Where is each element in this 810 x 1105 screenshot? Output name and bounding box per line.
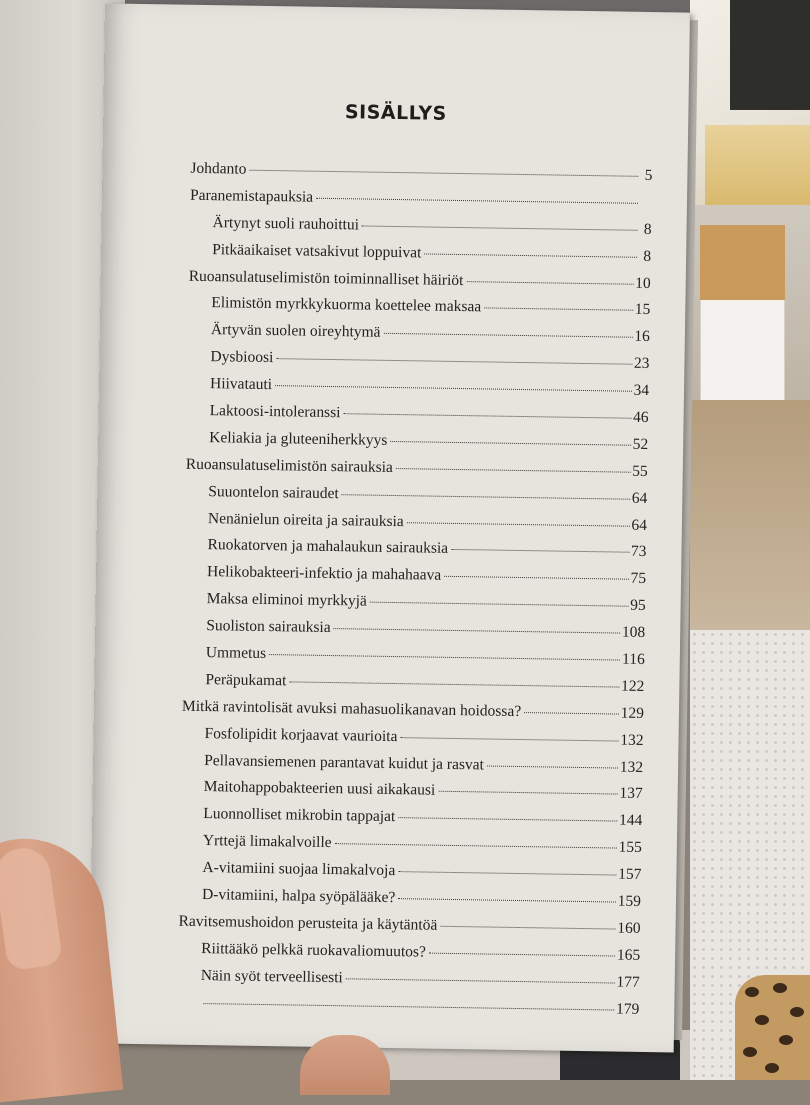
toc-page-number: 108: [622, 624, 646, 642]
toc-page-number: 73: [631, 543, 647, 561]
toc-entry-title: Suoliston sairauksia: [206, 617, 331, 637]
toc-page-number: 129: [621, 704, 645, 722]
toc-page-number: 55: [632, 463, 648, 481]
toc-page-number: 95: [630, 597, 646, 615]
toc-entry-title: Maksa eliminoi myrkkyjä: [207, 590, 367, 611]
toc-page-number: 64: [631, 516, 647, 534]
toc-leader-dots: [275, 385, 631, 392]
toc-page-number: 144: [619, 812, 643, 830]
toc-page-number: 34: [633, 382, 649, 400]
toc-page-number: 177: [616, 973, 640, 991]
toc-page-number: 155: [618, 839, 642, 857]
table-of-contents: [177, 160, 652, 1028]
background-leopard-fabric: [735, 975, 810, 1080]
toc-entry-title: A-vitamiini suojaa limakalvoja: [202, 859, 395, 880]
page-title: SISÄLLYS: [103, 97, 688, 128]
toc-page-number: 75: [630, 570, 646, 588]
toc-page-number: 23: [634, 355, 650, 373]
toc-page-number: 165: [617, 946, 641, 964]
toc-entry-title: Ruoansulatuselimistön toiminnalliset häiriöt: [189, 267, 464, 289]
toc-entry-title: Ravitsemushoidon perusteita ja käytäntöä: [178, 913, 437, 935]
toc-entry-title: Pellavansiemenen parantavat kuidut ja rasvat: [204, 752, 484, 774]
toc-leader-dots: [429, 952, 615, 956]
toc-leader-dots: [407, 522, 630, 526]
toc-entry-title: Dysbioosi: [210, 348, 273, 367]
toc-leader-dots: [390, 441, 630, 446]
toc-leader-dots: [370, 602, 628, 607]
toc-entry-title: Elimistön myrkkykuorma koettelee maksaa: [211, 295, 481, 317]
toc-page-number: 10: [635, 274, 651, 292]
toc-page-number: 16: [634, 328, 650, 346]
toc-entry-title: Luonnolliset mikrobin tappajat: [203, 805, 395, 826]
toc-leader-dots: [398, 898, 615, 902]
toc-entry-title: Riittääkö pelkkä ruokavaliomuutos?: [201, 940, 426, 962]
toc-entry-title: Ärtynyt suoli rauhoittui: [212, 214, 359, 234]
toc-leader-dots: [466, 281, 633, 285]
toc-entry-title: Pitkäaikaiset vatsakivut loppuivat: [212, 241, 421, 262]
toc-entry-title: Helikobakteeri-infektio ja mahahaava: [207, 563, 441, 585]
toc-entry-title: Peräpukamat: [205, 671, 286, 690]
toc-leader-dots: [342, 494, 630, 500]
toc-leader-dots: [289, 681, 619, 687]
toc-entry-title: Mitkä ravintolisät avuksi mahasuolikanavan hoidossa?: [182, 698, 521, 721]
toc-leader-dots: [400, 737, 618, 741]
toc-leader-dots: [440, 926, 615, 930]
toc-leader-dots: [316, 198, 638, 204]
toc-leader-dots: [276, 358, 632, 365]
toc-entry-title: Johdanto: [190, 160, 246, 179]
toc-leader-dots: [343, 413, 631, 419]
toc-page-number: 8: [639, 247, 651, 265]
toc-page-number: 15: [635, 301, 651, 319]
toc-entry-title: Suuontelon sairaudet: [208, 483, 339, 503]
toc-entry-title: Ummetus: [206, 644, 267, 663]
toc-page-number: 157: [618, 866, 642, 884]
toc-leader-dots: [444, 576, 628, 580]
toc-entry-title: Ruokatorven ja mahalaukun sairauksia: [207, 537, 448, 559]
background-cabinet-top: [700, 225, 785, 300]
toc-page-number: 64: [632, 489, 648, 507]
background-floor: [690, 400, 810, 640]
toc-entry-title: Nenänielun oireita ja sairauksia: [208, 510, 404, 531]
book-page: [89, 3, 690, 1052]
toc-page-number: 137: [619, 785, 643, 803]
toc-leader-dots: [524, 712, 619, 714]
toc-entry-title: Yrttejä limakalvoille: [203, 832, 332, 852]
toc-leader-dots: [383, 333, 632, 338]
toc-leader-dots: [398, 817, 617, 821]
toc-leader-dots: [451, 549, 629, 553]
toc-entry-title: Ruoansulatuselimistön sairauksia: [186, 456, 393, 477]
toc-page-number: 160: [617, 920, 641, 938]
toc-leader-dots: [269, 654, 620, 661]
toc-leader-dots: [203, 1003, 614, 1010]
toc-page-number: 179: [616, 1000, 640, 1018]
toc-entry-title: Laktoosi-intoleranssi: [210, 402, 341, 422]
toc-leader-dots: [335, 843, 617, 848]
toc-leader-dots: [249, 170, 638, 177]
toc-leader-dots: [362, 225, 638, 230]
toc-page-number: 8: [639, 221, 651, 239]
toc-page-number: 159: [618, 893, 642, 911]
toc-leader-dots: [424, 253, 637, 257]
toc-leader-dots: [487, 765, 618, 768]
toc-page-number: 116: [622, 651, 645, 669]
background-sunlight: [705, 125, 810, 205]
toc-page-number: 5: [640, 167, 652, 185]
toc-leader-dots: [398, 871, 616, 875]
toc-entry-title: Paranemistapauksia: [190, 187, 313, 207]
toc-entry-title: Hiivatauti: [210, 375, 272, 394]
toc-leader-dots: [484, 308, 633, 311]
toc-page-number: 122: [621, 678, 645, 696]
toc-page-number: 132: [620, 758, 644, 776]
toc-entry-title: Maitohappobakteerien uusi aikakausi: [204, 779, 436, 801]
toc-page-number: 132: [620, 731, 644, 749]
toc-page-number: 52: [633, 436, 649, 454]
toc-entry-title: Näin syöt terveellisesti: [201, 967, 343, 987]
toc-entry-title: Ärtyvän suolen oireyhtymä: [211, 321, 381, 342]
toc-leader-dots: [438, 791, 617, 795]
toc-entry-title: D-vitamiini, halpa syöpälääke?: [202, 886, 396, 907]
toc-entry-title: Fosfolipidit korjaavat vaurioita: [204, 725, 397, 746]
toc-leader-dots: [346, 978, 615, 983]
toc-entry-title: Keliakia ja gluteeniherkkyys: [209, 429, 387, 450]
toc-leader-dots: [396, 468, 630, 473]
toc-leader-dots: [334, 628, 620, 633]
toc-page-number: 46: [633, 409, 649, 427]
background-window-frame: [730, 0, 810, 110]
